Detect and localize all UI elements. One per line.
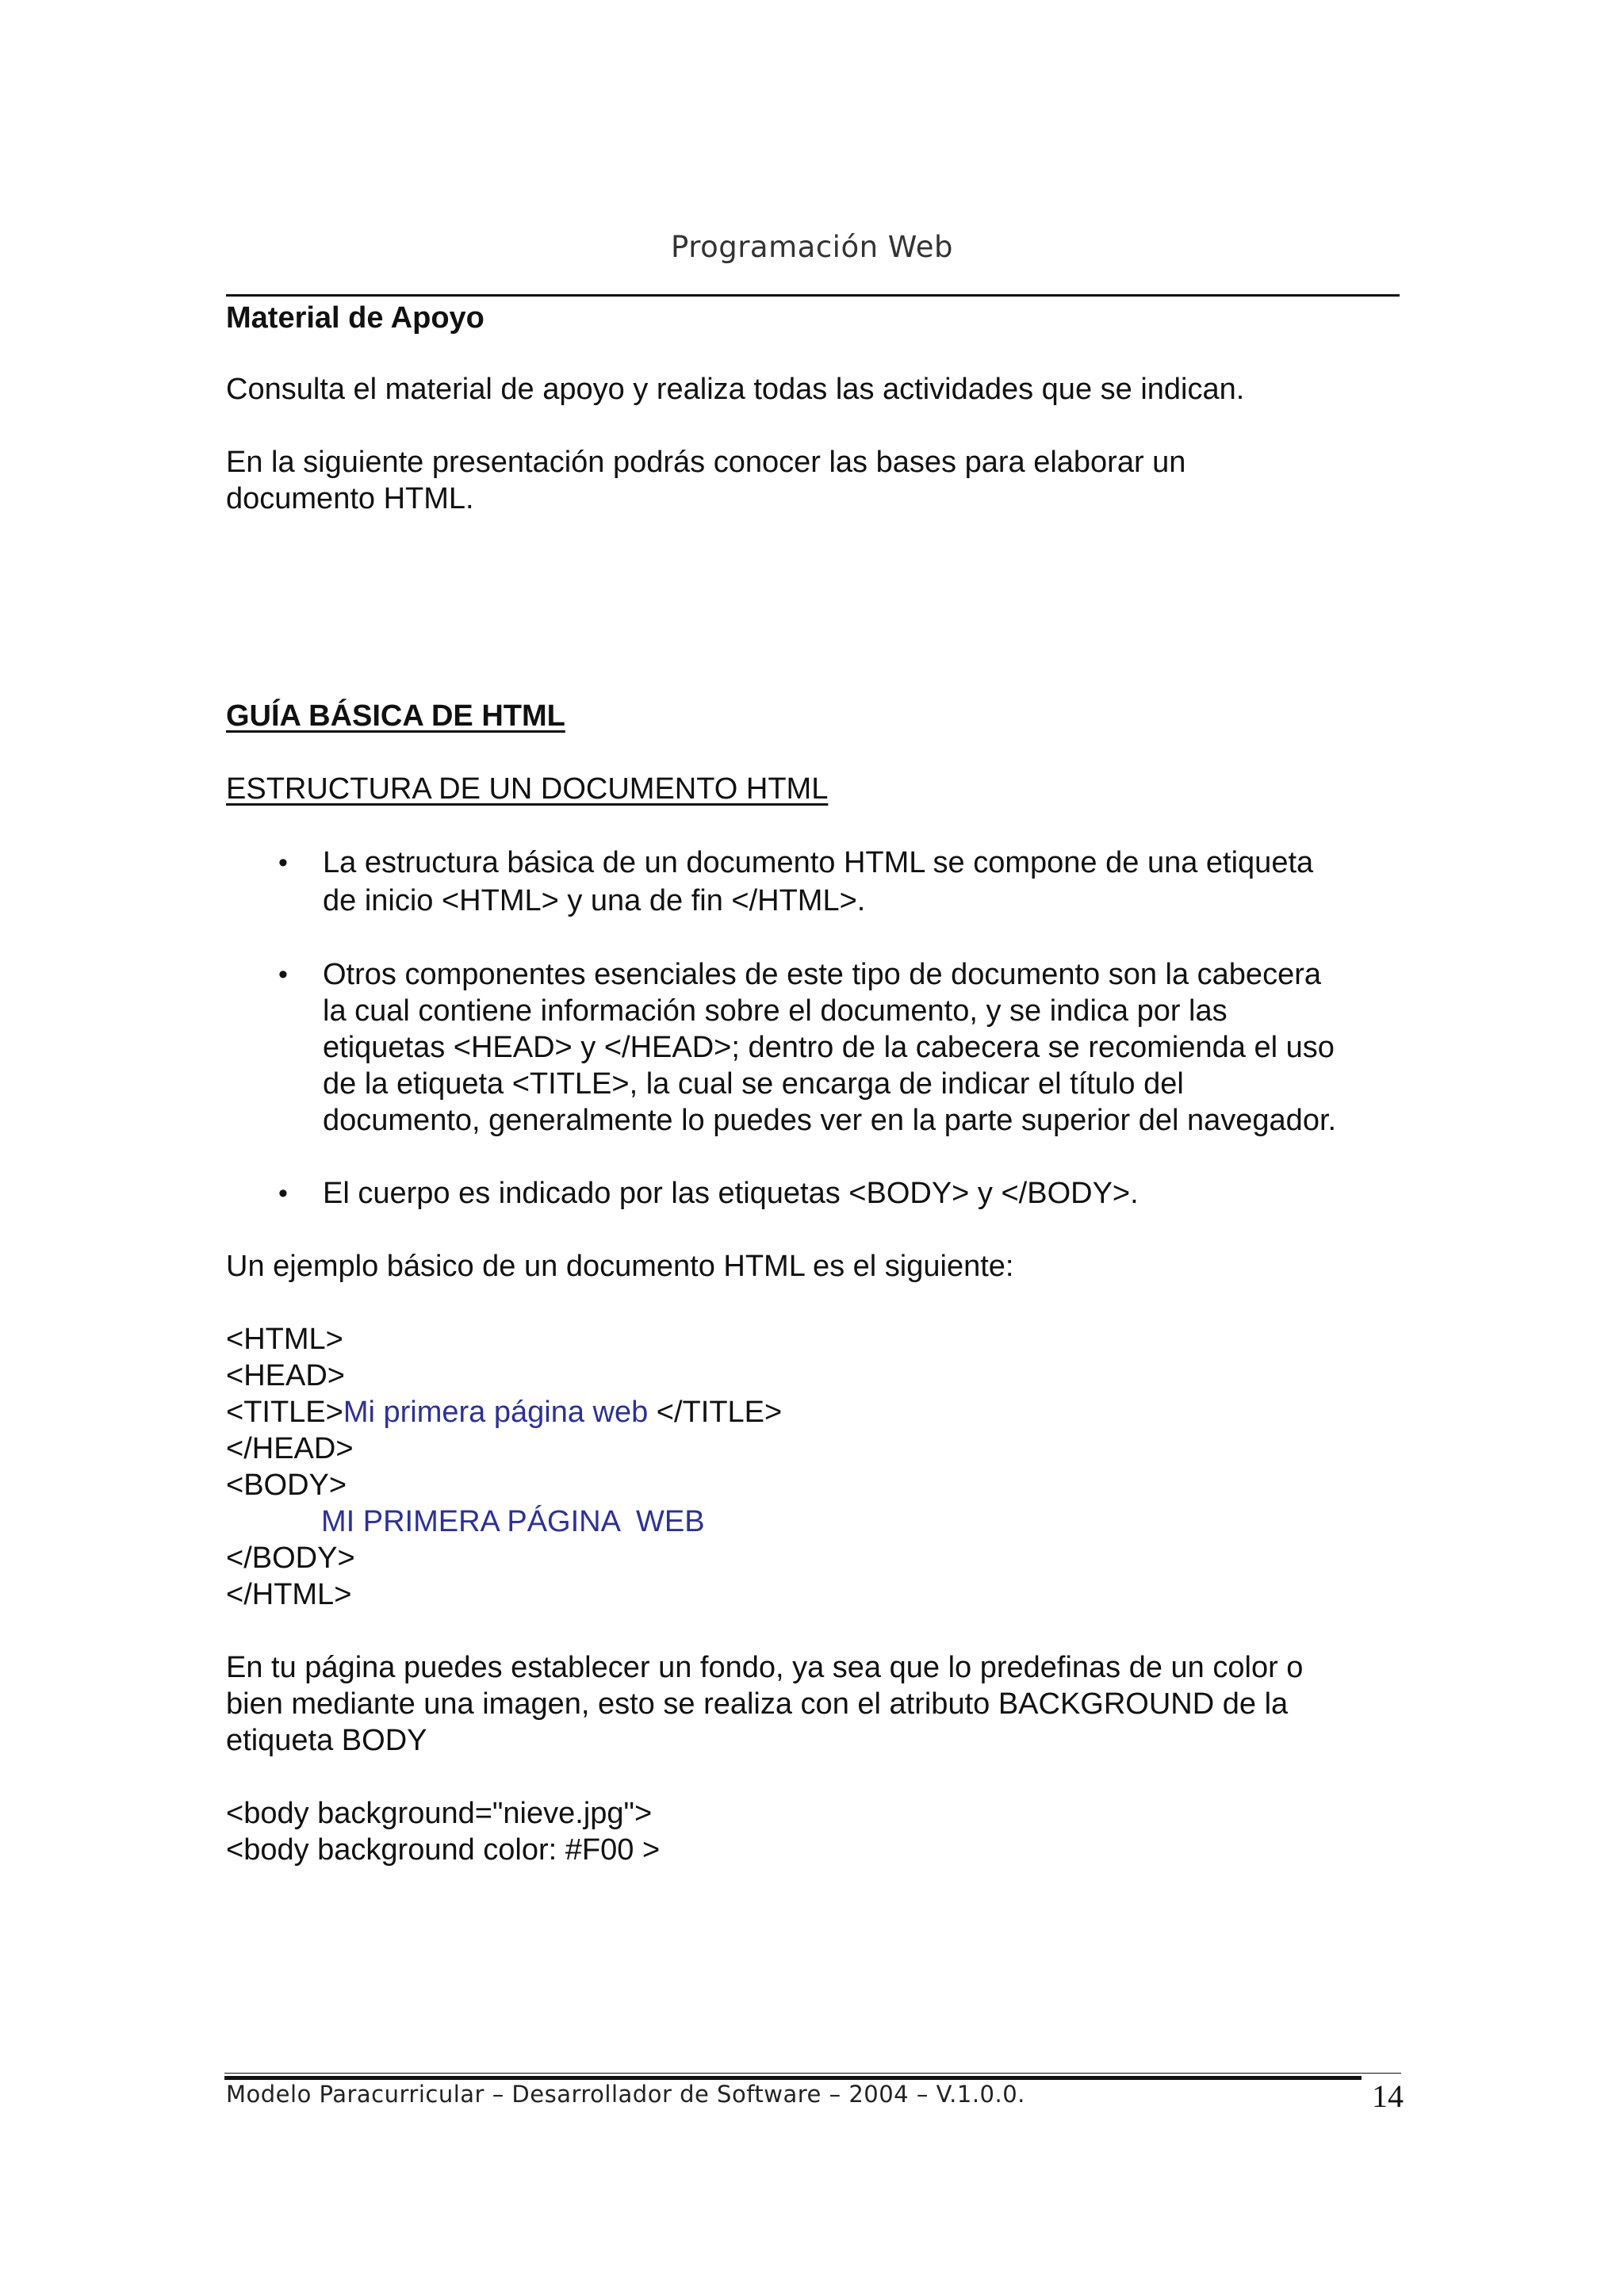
bullet-line: documento, generalmente lo puedes ver en la parte superior del navegador. [323, 1104, 1337, 1137]
bullet-line: Otros componentes esenciales de este tipo de documento son la cabecera [323, 958, 1321, 991]
page-content [226, 297, 1400, 1868]
background-paragraph [226, 1649, 1400, 1759]
background-code-example [226, 1795, 1400, 1868]
presentation-paragraph [226, 444, 1400, 517]
code-head-close: </HEAD> [226, 1432, 354, 1465]
code-body-close: </BODY> [226, 1541, 355, 1575]
code-head-open: <HEAD> [226, 1359, 345, 1392]
code-body-open: <BODY> [226, 1469, 347, 1502]
code-body-text: MI PRIMERA PÁGINA WEB [321, 1505, 705, 1538]
bullet-icon: • [278, 959, 288, 990]
footer-text: Modelo Paracurricular – Desarrollador de Software – 2004 – V.1.0.0. [226, 2081, 1025, 2108]
bullet-icon: • [278, 1178, 288, 1208]
bullet-item [226, 1175, 1400, 1212]
code-html-open: <HTML> [226, 1323, 343, 1356]
structure-bullet-list [226, 844, 1400, 1212]
bullet-line: El cuerpo es indicado por las etiquetas <BODY> y </BODY>. [323, 1177, 1139, 1210]
code-title-text: Mi primera página web [343, 1396, 649, 1429]
code-html-close: </HTML> [226, 1578, 352, 1611]
bullet-line: de la etiqueta <TITLE>, la cual se encarga de indicar el título del [323, 1067, 1184, 1101]
code-body-background-color: <body background color: #F00 > [226, 1833, 661, 1867]
html-code-example [226, 1321, 1400, 1613]
code-title-open: <TITLE> [226, 1396, 343, 1429]
background-line-1: En tu página puedes establecer un fondo, ya sea que lo predefinas de un color o [226, 1651, 1304, 1684]
bullet-line: la cual contiene información sobre el documento, y se indica por las [323, 994, 1228, 1028]
presentation-line-2: documento HTML. [226, 482, 474, 515]
bullet-item [226, 844, 1400, 920]
structure-subtitle: ESTRUCTURA DE UN DOCUMENTO HTML [226, 772, 829, 806]
bullet-line: etiquetas <HEAD> y </HEAD>; dentro de la cabecera se recomienda el uso [323, 1031, 1335, 1064]
background-line-2: bien mediante una imagen, esto se realiza con el atributo BACKGROUND de la [226, 1687, 1289, 1721]
page-header-title: Programación Web [671, 230, 953, 264]
bullet-icon: • [278, 848, 288, 878]
bullet-line: La estructura básica de un documento HTML se compone de una etiqueta [323, 846, 1314, 879]
footer-divider [224, 2076, 1362, 2080]
guide-title: GUÍA BÁSICA DE HTML [226, 699, 565, 733]
footer-divider-thin [224, 2073, 1401, 2074]
page-number: 14 [1372, 2078, 1404, 2114]
code-title-close: </TITLE> [648, 1396, 783, 1429]
presentation-line-1: En la siguiente presentación podrás conocer las bases para elaborar un [226, 446, 1186, 479]
code-body-background-image: <body background="nieve.jpg"> [226, 1797, 653, 1830]
material-intro-paragraph: Consulta el material de apoyo y realiza todas las actividades que se indican. [226, 373, 1245, 406]
bullet-line: de inicio <HTML> y una de fin </HTML>. [323, 884, 866, 917]
example-intro: Un ejemplo básico de un documento HTML es el siguiente: [226, 1250, 1014, 1283]
background-line-3: etiqueta BODY [226, 1724, 427, 1757]
code-title-line [226, 1394, 1400, 1430]
material-heading: Material de Apoyo [226, 301, 485, 335]
bullet-item [226, 956, 1400, 1139]
